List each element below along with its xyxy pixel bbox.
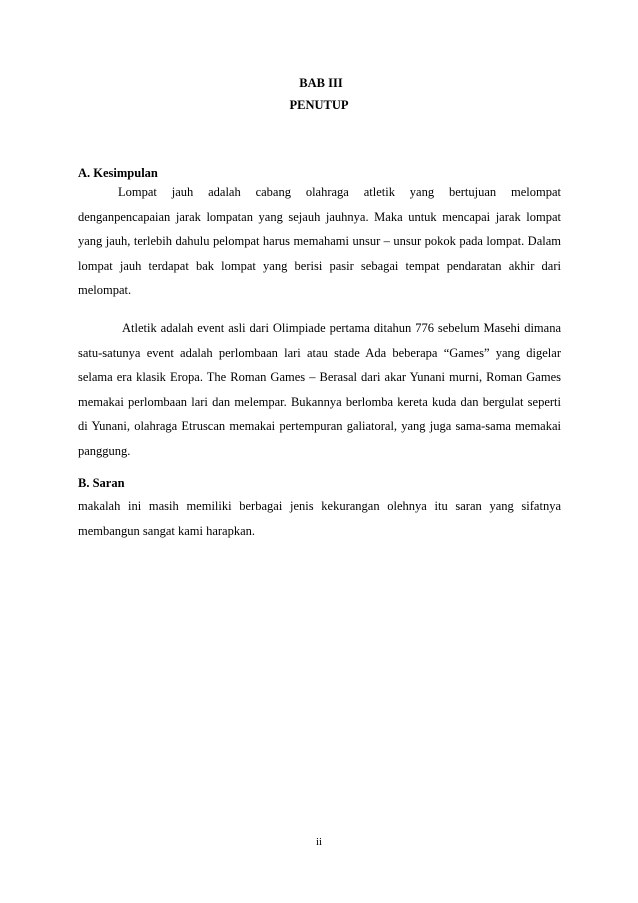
section-b-paragraph-1-text: makalah ini masih memiliki berbagai jenis kekurangan olehnya itu saran yang sifatnya membangun sangat kami harapkan. bbox=[78, 499, 561, 538]
section-a-heading: A. Kesimpulan bbox=[78, 166, 158, 180]
section-a-paragraph-1-text: Lompat jauh adalah cabang olahraga atletik yang bertujuan melompat denganpencapaian jarak lompatan yang sejauh jauhnya. Maka untuk mencapai jarak lompat yang jauh, terlebih dahulu pelompat harus memahami unsur – unsur pokok pada lompat. Dalam lompat jauh terdapat bak lompat yang berisi pasir sebagai tempat pendaratan akhir dari melompat. bbox=[78, 185, 561, 297]
page-number: ii bbox=[315, 836, 323, 848]
section-b-paragraph-1 bbox=[78, 494, 561, 543]
chapter-title bbox=[0, 98, 638, 113]
section-a-paragraph-2 bbox=[78, 316, 561, 463]
chapter-title-text: PENUTUP bbox=[289, 98, 349, 112]
chapter-number bbox=[0, 76, 638, 91]
section-b-heading: B. Saran bbox=[78, 476, 125, 490]
section-a-paragraph-2-text: Atletik adalah event asli dari Olimpiade pertama ditahun 776 sebelum Masehi dimana satu-satunya event adalah perlombaan lari atau stade Ada beberapa “Games” yang digelar selama era klasik Eropa. The Roman Games – Berasal dari akar Yunani murni, Roman Games memakai perlombaan lari dan melempar. Bukannya berlomba kereta kuda dan bergulat seperti di Yunani, olahraga Etruscan memakai pertempuran galiatoral, yang juga sama-sama memakai panggung. bbox=[78, 321, 561, 458]
section-a-paragraph-1 bbox=[78, 180, 561, 303]
chapter-number-text: BAB III bbox=[299, 76, 343, 90]
